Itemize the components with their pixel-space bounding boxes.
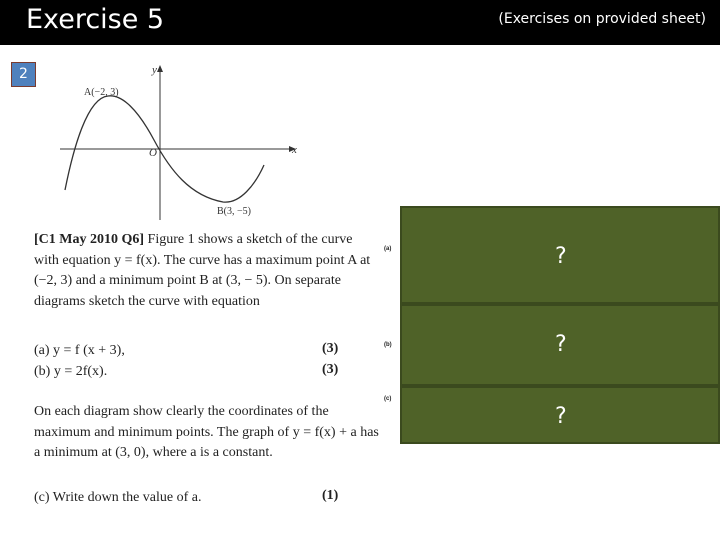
answer-box-c[interactable] — [400, 386, 720, 444]
problem-intro — [34, 230, 379, 312]
point-b-label: B(3, −5) — [217, 206, 251, 217]
answer-box-a[interactable] — [400, 206, 720, 304]
origin-label: O — [149, 147, 157, 159]
problem-intro-text: Figure 1 shows a sketch of the curve with equation y = f(x). The curve has a maximum point A at (−2, 3) and a minimum point B at (3, − 5). On separate diagrams sketch the curve with equation — [34, 232, 371, 309]
problem-source: [C1 May 2010 Q6] — [34, 232, 145, 247]
answer-box-b[interactable] — [400, 304, 720, 386]
problem-paragraph-2: On each diagram show clearly the coordinates of the maximum and minimum points. The graph of y = f(x) + a has a minimum at (3, 0), where a is a constant. — [34, 404, 379, 460]
slide-title: Exercise 5 — [26, 4, 165, 35]
x-axis-label: x — [292, 144, 297, 156]
part-b-text: (b) y = 2f(x). — [34, 364, 108, 379]
part-a-text: (a) y = f (x + 3), — [34, 343, 125, 358]
part-c-text: (c) Write down the value of a. — [34, 490, 202, 505]
y-axis-arrow — [157, 65, 163, 72]
answer-label-b: (b) — [384, 342, 392, 348]
y-axis-label: y — [152, 64, 157, 76]
answer-a-placeholder: ? — [555, 244, 567, 269]
curve-sketch-figure — [60, 60, 310, 220]
header-bar — [0, 0, 720, 45]
answer-c-placeholder: ? — [555, 404, 567, 429]
point-a-label: A(−2, 3) — [84, 87, 119, 98]
part-b-marks: (3) — [322, 362, 339, 377]
header-note: (Exercises on provided sheet) — [498, 11, 706, 27]
answer-label-a: (a) — [384, 246, 392, 252]
question-number-badge: 2 — [11, 62, 36, 87]
answer-label-c: (c) — [384, 396, 392, 402]
part-a-marks: (3) — [322, 341, 339, 356]
part-c-marks: (1) — [322, 488, 339, 503]
answer-b-placeholder: ? — [555, 332, 567, 357]
